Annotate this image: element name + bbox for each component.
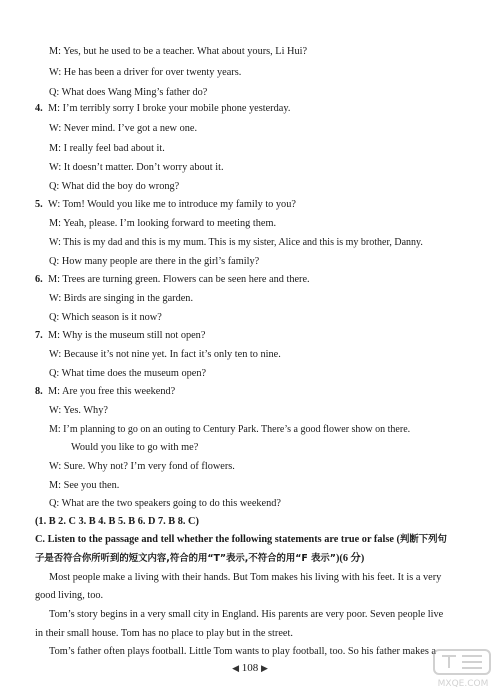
dialogue-line: W: Birds are singing in the garden.	[49, 293, 194, 304]
passage-line: Tom’s father often plays football. Little Tom wants to play football, too. So his father makes a	[49, 646, 436, 657]
watermark-logo	[432, 646, 494, 690]
answer-key: (1. B 2. C 3. B 4. B 5. B 6. D 7. B 8. C)	[35, 516, 199, 527]
dialogue-line: Q: What are the two speakers going to do this weekend?	[49, 498, 281, 509]
item-number: 8.	[35, 386, 43, 397]
dialogue-line: W: It doesn’t matter. Don’t worry about it.	[49, 162, 224, 173]
dialogue-line: W: Because it’s not nine yet. In fact it’s only ten to nine.	[49, 349, 281, 360]
right-arrow-icon: ▶	[261, 663, 268, 673]
left-arrow-icon: ◀	[232, 663, 239, 673]
dialogue-line: M: See you then.	[49, 480, 120, 491]
dialogue-line: Q: What time does the museum open?	[49, 368, 207, 379]
dialogue-line: W: This is my dad and this is my mum. This is my sister, Alice and this is my brother, Danny.	[49, 237, 423, 248]
dialogue-line: M: Yeah, please. I’m looking forward to meeting them.	[49, 218, 277, 229]
dialogue-line: Q: How many people are there in the girl’s family?	[49, 256, 260, 267]
watermark-icon	[432, 646, 494, 690]
dialogue-line: M: Yes, but he used to be a teacher. What about yours, Li Hui?	[49, 46, 308, 57]
passage-line: good living, too.	[35, 590, 104, 601]
passage-line: in their small house. Tom has no place to play but in the street.	[35, 628, 293, 639]
dialogue-line: Q: What does Wang Ming’s father do?	[49, 87, 208, 98]
dialogue-line: W: Yes. Why?	[49, 405, 108, 416]
passage-line: Tom’s story begins in a very small city in England. His parents are very poor. Seven people live	[49, 609, 444, 620]
item-number: 5.	[35, 199, 43, 210]
dialogue-line: 7. M: Why is the museum still not open?	[35, 330, 206, 341]
passage-line: Most people make a living with their hands. But Tom makes his living with his feet. It is a very	[49, 572, 442, 583]
dialogue-line: Would you like to go with me?	[71, 442, 199, 453]
item-number: 7.	[35, 330, 43, 341]
dialogue-line: M: I’m planning to go on an outing to Century Park. There’s a good flower show on there.	[49, 424, 411, 435]
dialogue-line: W: Never mind. I’ve got a new one.	[49, 123, 198, 134]
item-number: 4.	[35, 103, 43, 114]
dialogue-line: 5. W: Tom! Would you like me to introduce my family to you?	[35, 199, 296, 210]
page-number: 108	[241, 662, 259, 674]
dialogue-line: M: I really feel bad about it.	[49, 143, 165, 154]
svg-text:MXQE.COM: MXQE.COM	[437, 679, 489, 689]
dialogue-line: Q: Which season is it now?	[49, 312, 162, 323]
dialogue-line: W: Sure. Why not? I’m very fond of flowers.	[49, 461, 235, 472]
item-number: 6.	[35, 274, 43, 285]
dialogue-line: 8. M: Are you free this weekend?	[35, 386, 176, 397]
section-c-heading: C. Listen to the passage and tell whether the following statements are true or false (判断下列句	[35, 534, 447, 545]
dialogue-line: 6. M: Trees are turning green. Flowers can be seen here and there.	[35, 274, 310, 285]
dialogue-line: Q: What did the boy do wrong?	[49, 181, 180, 192]
dialogue-line: W: He has been a driver for over twenty years.	[49, 67, 242, 78]
dialogue-line: 4. M: I’m terribly sorry I broke your mobile phone yesterday.	[35, 103, 291, 114]
section-c-heading-cont: 子是否符合你所听到的短文内容,符合的用“T”表示,不符合的用“F 表示”)(6 分)	[35, 553, 365, 564]
page-footer	[0, 661, 500, 675]
